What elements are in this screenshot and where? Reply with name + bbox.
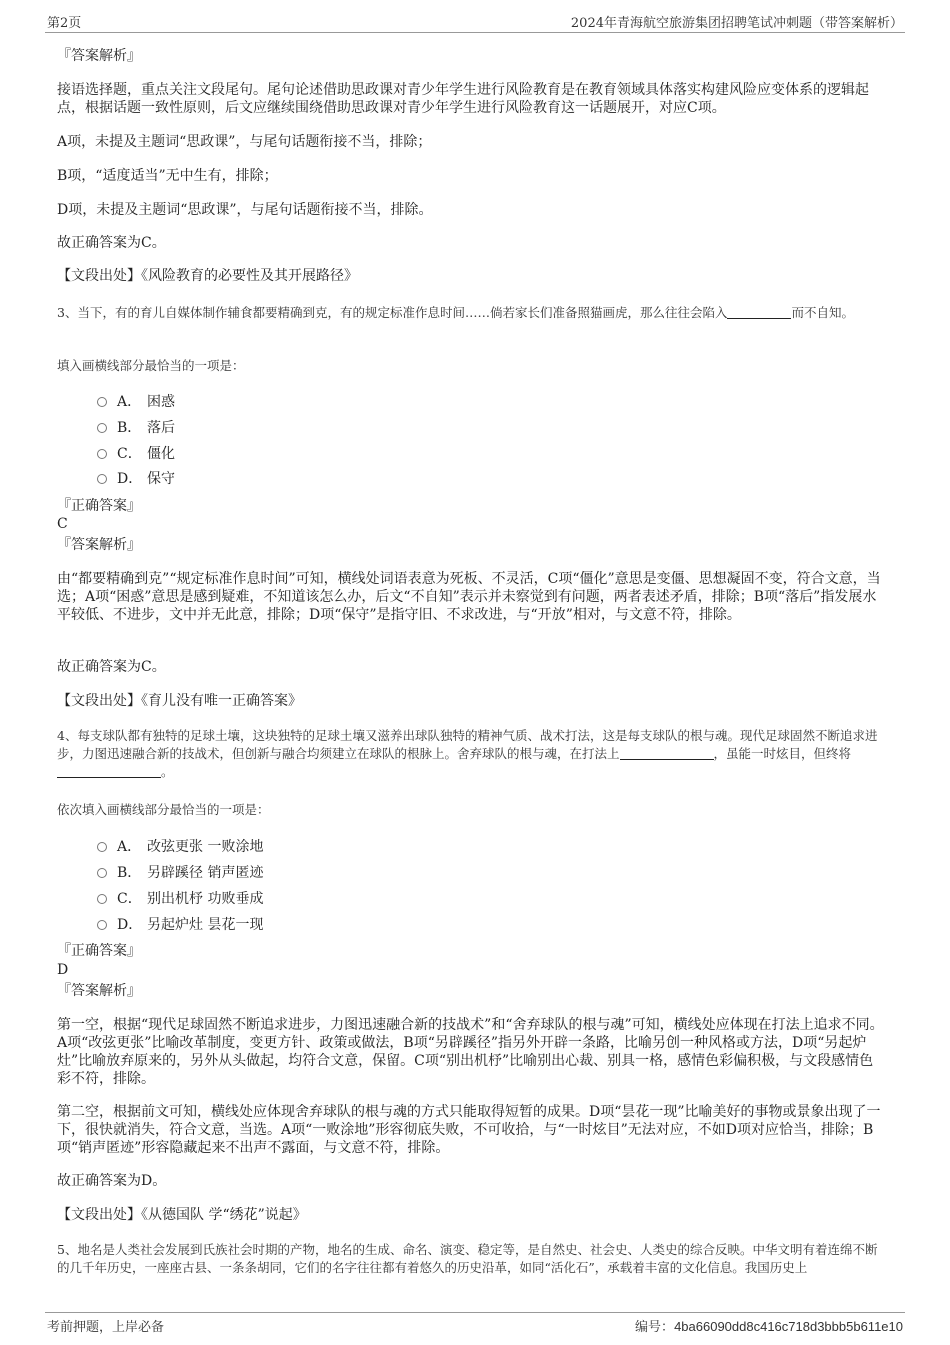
q3-stem (57, 304, 887, 322)
q5-stem: 5、地名是人类社会发展到氏族社会时期的产物，地名的生成、命名、演变、稳定等，是自然史、社会史、人类史的综合反映。中华文明有着连绵不断的几千年历史，一座座古县、一条条胡同，它们的名字往往都有着悠久的历史沿革，如同“活化石”，承载着丰富的文化信息。我国历史上 (57, 1242, 878, 1275)
q4-option-b[interactable]: B． 另辟蹊径 销声匿迹 (97, 862, 263, 882)
q4-option-c[interactable]: C． 别出机杼 功败垂成 (97, 888, 263, 908)
q4-stem-mid: ，虽能一时炫目，但终将 (713, 746, 852, 761)
document-title: 2024年青海航空旅游集团招聘笔试冲刺题（带答案解析） (570, 16, 903, 31)
page-header (45, 12, 905, 33)
q3-analysis-label: 『答案解析』 (57, 537, 141, 553)
q3-answer-label: 『正确答案』 (57, 498, 141, 514)
q3-option-d[interactable]: D． 保守 (97, 468, 175, 488)
radio-icon[interactable] (97, 920, 107, 930)
q4-answer-label: 『正确答案』 (57, 943, 141, 959)
footer-slogan: 考前押题，上岸必备 (47, 1320, 165, 1335)
radio-icon[interactable] (97, 842, 107, 852)
radio-icon[interactable] (97, 868, 107, 878)
q3-stem-after: 而不自知。 (791, 305, 854, 320)
q4-option-d[interactable]: D． 另起炉灶 昙花一现 (97, 914, 263, 934)
q3-option-b[interactable]: B． 落后 (97, 417, 175, 437)
q4-answer: D (57, 962, 69, 978)
radio-icon[interactable] (97, 397, 107, 407)
q3-instruction: 填入画横线部分最恰当的一项是： (57, 358, 245, 373)
q3-option-c[interactable]: C． 僵化 (97, 443, 175, 463)
q4-instruction: 依次填入画横线部分最恰当的一项是： (57, 802, 270, 817)
radio-icon[interactable] (97, 423, 107, 433)
q4-analysis-paragraph-2: 第二空，根据前文可知，横线处应体现舍弃球队的根与魂的方式只能取得短暂的成果。D项“昙花一现”比喻美好的事物或景象出现了一下，很快就消失，符合文意，当选。A项“一败涂地”形容彻底失败，不可收拾，与“一时炫目”无法对应，不如D项对应恰当，排除；B项“销声匿迹”形容隐藏起来不出声不露面，与文意不符，排除。 (57, 1104, 881, 1156)
q3-source: 【文段出处】《育儿没有唯一正确答案》 (57, 693, 302, 709)
q2-source: 【文段出处】《风险教育的必要性及其开展路径》 (57, 268, 358, 284)
q2-analysis-option-b: B项，“适度适当”无中生有，排除； (57, 168, 278, 184)
page-number: 第2页 (47, 16, 82, 31)
q2-conclusion: 故正确答案为C。 (57, 235, 166, 251)
q3-blank (727, 306, 791, 319)
q3-option-a[interactable]: A． 困惑 (97, 391, 175, 411)
footer-code (635, 1316, 903, 1335)
q4-analysis-label: 『答案解析』 (57, 983, 141, 999)
radio-icon[interactable] (97, 449, 107, 459)
radio-icon[interactable] (97, 894, 107, 904)
q4-stem-before: 4、每支球队都有独特的足球土壤，这块独特的足球土壤又滋养出球队独特的精神气质、战术打法，这是每支球队的根与魂。现代足球固然不断追求进步，力图迅速融合新的技战术，但创新与融合均须建立在球队的根脉上。舍弃球队的根与魂，在打法上 (57, 728, 878, 761)
q3-analysis: 由“都要精确到克”“规定标准作息时间”可知，横线处词语表意为死板、不灵活，C项“僵化”意思是变僵、思想凝固不变，符合文意，当选；A项“困惑”意思是感到疑难，不知道该怎么办，后文“不自知”表示并未察觉到有问题，两者表述矛盾，排除；B项“落后”指发展水平较低、不进步，文中并无此意，排除；D项“保守”是指守旧、不求改进，与“开放”相对，与文意不符，排除。 (57, 571, 881, 623)
footer-code-value: 4ba66090dd8c416c718d3bbb5b611e10 (674, 1319, 903, 1334)
radio-icon[interactable] (97, 474, 107, 484)
q4-blank-2 (57, 765, 161, 778)
q4-stem (57, 727, 887, 781)
q2-analysis-option-d: D项，未提及主题词“思政课”，与尾句话题衔接不当，排除。 (57, 202, 433, 218)
q2-analysis-paragraph: 接语选择题，重点关注文段尾句。尾句论述借助思政课对青少年学生进行风险教育是在教育领域具体落实构建风险应变体系的逻辑起点，根据话题一致性原则，后文应继续围绕借助思政课对青少年学生进行风险教育这一话题展开，对应C项。 (57, 82, 869, 116)
q2-analysis-label: 『答案解析』 (57, 48, 141, 64)
q4-source: 【文段出处】《从德国队 学“绣花”说起》 (57, 1207, 307, 1223)
q4-conclusion: 故正确答案为D。 (57, 1173, 167, 1189)
q3-conclusion: 故正确答案为C。 (57, 659, 166, 675)
q2-analysis-option-a: A项，未提及主题词“思政课”，与尾句话题衔接不当，排除； (57, 134, 432, 150)
q3-stem-before: 3、当下，有的育儿自媒体制作辅食都要精确到克，有的规定标准作息时间……倘若家长们准备照猫画虎，那么往往会陷入 (57, 305, 728, 320)
footer-code-label: 编号： (635, 1320, 675, 1335)
page-footer (45, 1312, 905, 1336)
q3-answer: C (57, 516, 68, 532)
q4-blank-1 (620, 747, 714, 760)
q4-option-a[interactable]: A． 改弦更张 一败涂地 (97, 836, 263, 856)
q4-analysis-paragraph-1: 第一空，根据“现代足球固然不断追求进步，力图迅速融合新的技战术”和“舍弃球队的根与魂”可知，横线处应体现在打法上追求不同。A项“改弦更张”比喻改革制度，变更方针、政策或做法，B项“另辟蹊径”指另外开辟一条路，比喻另创一种风格或方法，D项“另起炉灶”比喻放弃原来的，另外从头做起，均符合文意，保留。C项“别出机杼”比喻别出心裁、别具一格，感情色彩偏积极，与文段感情色彩不符，排除。 (57, 1017, 884, 1087)
q4-stem-after: 。 (161, 764, 174, 779)
